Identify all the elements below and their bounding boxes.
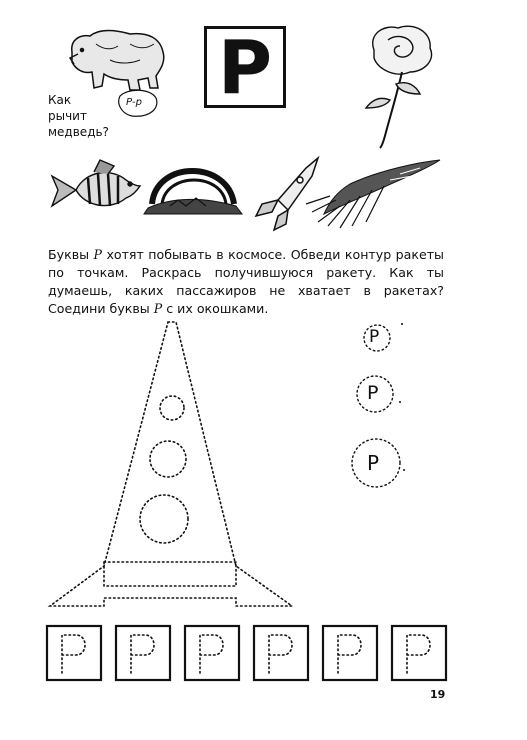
bear-question-line: Как	[48, 93, 72, 107]
circle-letter: Р	[367, 382, 379, 404]
perch-fish-icon	[52, 160, 140, 206]
circle-letter: Р	[367, 451, 380, 475]
tracing-boxes	[47, 626, 446, 680]
dotted-rocket-outline	[50, 322, 292, 606]
bear-question-line: рычит	[48, 109, 87, 123]
instructions-letter: Р	[153, 301, 163, 316]
tracing-box[interactable]	[47, 626, 101, 680]
big-letter-box	[204, 25, 286, 111]
tracing-box[interactable]	[185, 626, 239, 680]
page-number: 19	[430, 688, 446, 701]
big-letter: Р	[217, 25, 273, 111]
rocket-icon	[256, 158, 318, 230]
comet-icon	[306, 160, 440, 228]
bear-question-line: медведь?	[48, 125, 109, 139]
rainbow-icon	[144, 171, 242, 214]
bear-question	[48, 92, 109, 140]
instructions-part: хотят побывать в космосе. Обведи контур ракеты по точкам. Раскрась получившуюся ракету. Как ты думаешь, каких пассажиров не хватает в ракетах? Соедини буквы	[48, 247, 444, 316]
rose-icon	[366, 26, 432, 148]
growl-text: Р-р	[126, 97, 142, 108]
stray-dots	[399, 323, 405, 471]
instructions-text	[48, 246, 444, 318]
tracing-box[interactable]	[254, 626, 308, 680]
tracing-box[interactable]	[392, 626, 446, 680]
tracing-box[interactable]	[323, 626, 377, 680]
circle-letter: Р	[369, 327, 380, 347]
instructions-part: Буквы	[48, 247, 94, 262]
tracing-box[interactable]	[116, 626, 170, 680]
bear-icon	[70, 31, 164, 91]
instructions-letter: Р	[93, 247, 102, 262]
instructions-part: с их окошками.	[162, 301, 269, 316]
